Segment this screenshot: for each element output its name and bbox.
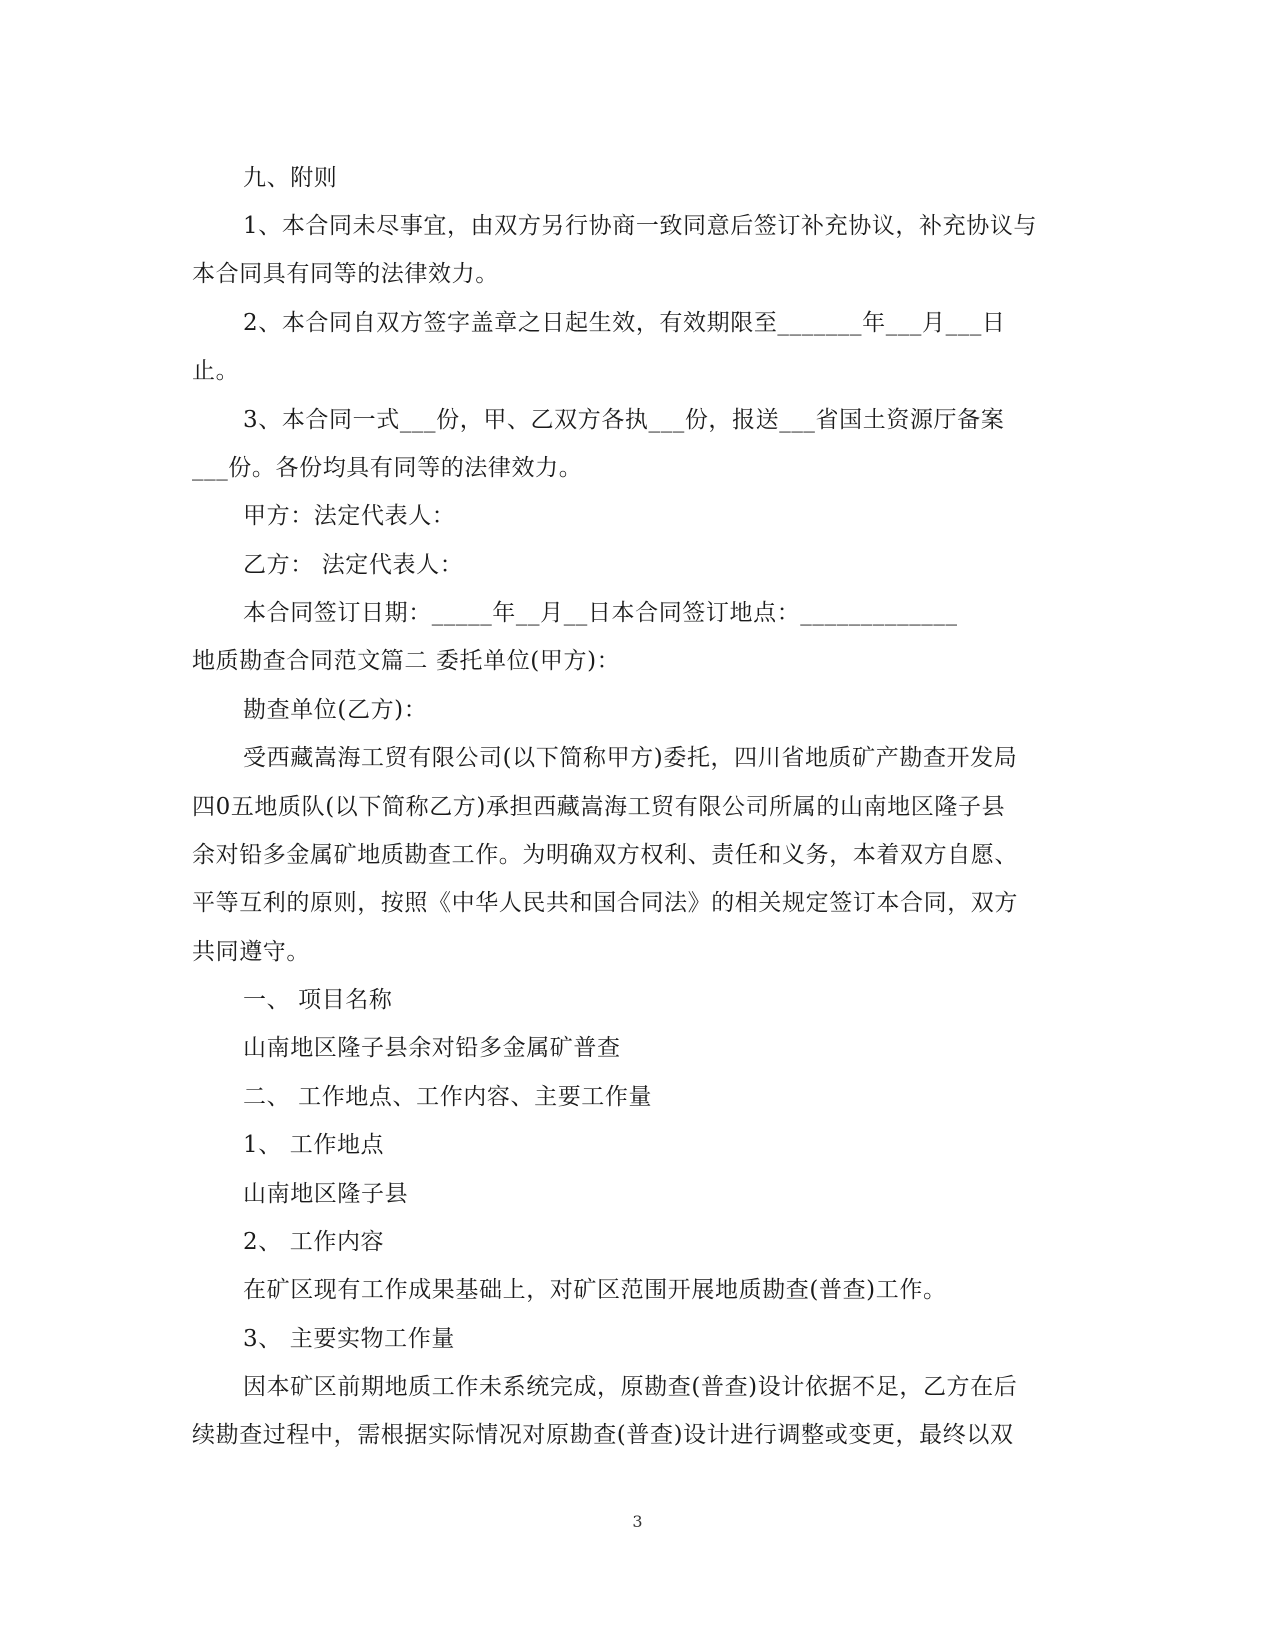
section-heading-project-name: 一、 项目名称 — [243, 987, 393, 1013]
paragraph-line: 止。 — [192, 358, 240, 384]
paragraph-line: 在矿区现有工作成果基础上，对矿区范围开展地质勘查(普查)工作。 — [243, 1277, 947, 1303]
paragraph-line: 受西藏嵩海工贸有限公司(以下简称甲方)委托，四川省地质矿产勘查开发局 — [243, 745, 1018, 771]
paragraph-line: 因本矿区前期地质工作未系统完成，原勘查(普查)设计依据不足，乙方在后 — [243, 1374, 1018, 1400]
subheading-work-content: 2、 工作内容 — [243, 1229, 385, 1255]
paragraph-line: ___份。各份均具有同等的法律效力。 — [192, 455, 583, 481]
paragraph-line: 共同遵守。 — [192, 939, 310, 965]
paragraph-line: 3、本合同一式___份，甲、乙双方各执___份，报送___省国土资源厅备案 — [243, 407, 1005, 433]
subheading-work-location: 1、 工作地点 — [243, 1132, 385, 1158]
paragraph-line: 四0五地质队(以下简称乙方)承担西藏嵩海工贸有限公司所属的山南地区隆子县 — [192, 794, 1006, 820]
paragraph-line: 本合同具有同等的法律效力。 — [192, 261, 499, 287]
subheading-main-workload: 3、 主要实物工作量 — [243, 1326, 455, 1352]
party-a-signature-line: 甲方：法定代表人： — [243, 503, 456, 529]
survey-unit-line: 勘查单位(乙方)： — [243, 697, 428, 723]
paragraph-line: 1、本合同未尽事宜，由双方另行协商一致同意后签订补充协议，补充协议与 — [243, 213, 1038, 239]
paragraph-line: 余对铅多金属矿地质勘查工作。为明确双方权利、责任和义务，本着双方自愿、 — [192, 842, 1018, 868]
paragraph-line: 2、本合同自双方签字盖章之日起生效，有效期限至_______年___月___日 — [243, 310, 1006, 336]
paragraph-line: 山南地区隆子县余对铅多金属矿普查 — [243, 1035, 621, 1061]
party-b-signature-line: 乙方： 法定代表人： — [243, 552, 464, 578]
section-heading-appendix: 九、附则 — [243, 165, 338, 191]
signing-date-place-line: 本合同签订日期：_____年__月__日本合同签订地点：_____________ — [243, 600, 958, 626]
page-number: 3 — [632, 1512, 643, 1531]
paragraph-line: 山南地区隆子县 — [243, 1181, 409, 1207]
document-title-line: 地质勘查合同范文篇二 委托单位(甲方)： — [192, 648, 621, 674]
paragraph-line: 平等互利的原则，按照《中华人民共和国合同法》的相关规定签订本合同，双方 — [192, 890, 1018, 916]
section-heading-work-scope: 二、 工作地点、工作内容、主要工作量 — [243, 1084, 653, 1110]
paragraph-line: 续勘查过程中，需根据实际情况对原勘查(普查)设计进行调整或变更，最终以双 — [192, 1422, 1014, 1448]
